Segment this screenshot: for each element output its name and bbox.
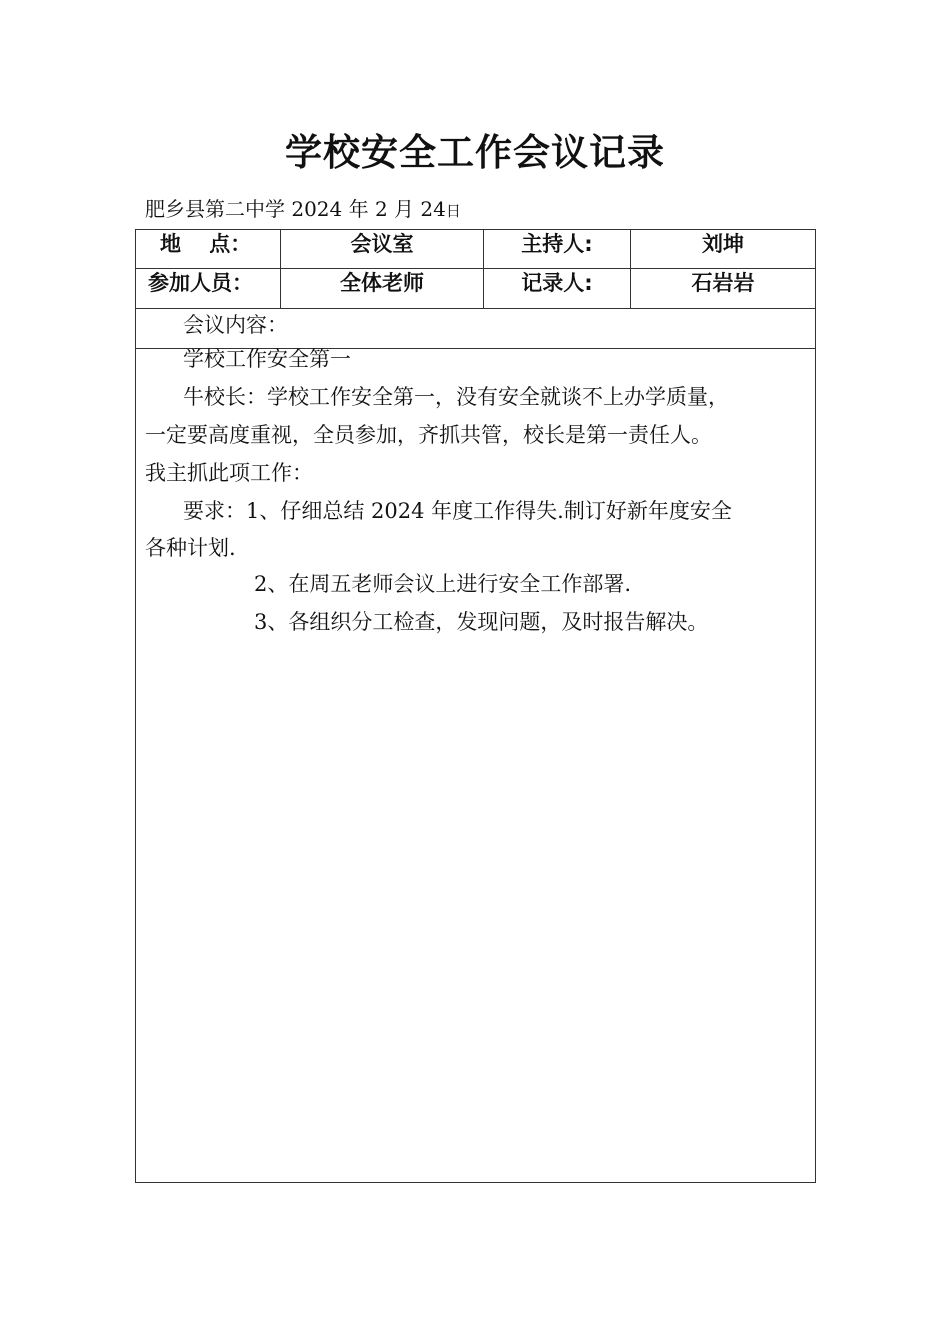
- document-title: 学校安全工作会议记录: [285, 131, 665, 174]
- content-line: 牛校长：学校工作安全第一，没有安全就谈不上办学质量，: [183, 385, 729, 409]
- location-value: 会议室: [350, 232, 414, 256]
- host-value: 刘坤: [702, 232, 744, 256]
- content-line: 3、各组织分工检查，发现问题，及时报告解决。: [254, 610, 709, 634]
- recorder-label: 记录人:: [521, 271, 593, 295]
- content-line: 要求：1、仔细总结 2024 年度工作得失.制订好新年度安全: [183, 499, 732, 523]
- content-line: 各种计划.: [145, 536, 236, 560]
- content-label: 会议内容：: [183, 313, 288, 337]
- location-label: 地 点：: [160, 232, 252, 256]
- recorder-value: 石岩岩: [691, 271, 755, 295]
- school-date-text: 肥乡县第二中学 2024 年 2 月 24: [145, 197, 446, 221]
- school-and-date: [145, 193, 461, 222]
- table-row-divider: [136, 308, 815, 309]
- participants-value: 全体老师: [340, 271, 424, 295]
- date-day-suffix: 日: [445, 202, 461, 220]
- content-line: 我主抓此项工作：: [145, 461, 313, 485]
- content-line: 学校工作安全第一: [183, 347, 351, 371]
- participants-label: 参加人员：: [148, 271, 253, 295]
- content-line: 2、在周五老师会议上进行安全工作部署.: [254, 572, 632, 596]
- content-line: 一定要高度重视，全员参加，齐抓共管，校长是第一责任人。: [145, 423, 712, 447]
- host-label: 主持人:: [521, 232, 593, 256]
